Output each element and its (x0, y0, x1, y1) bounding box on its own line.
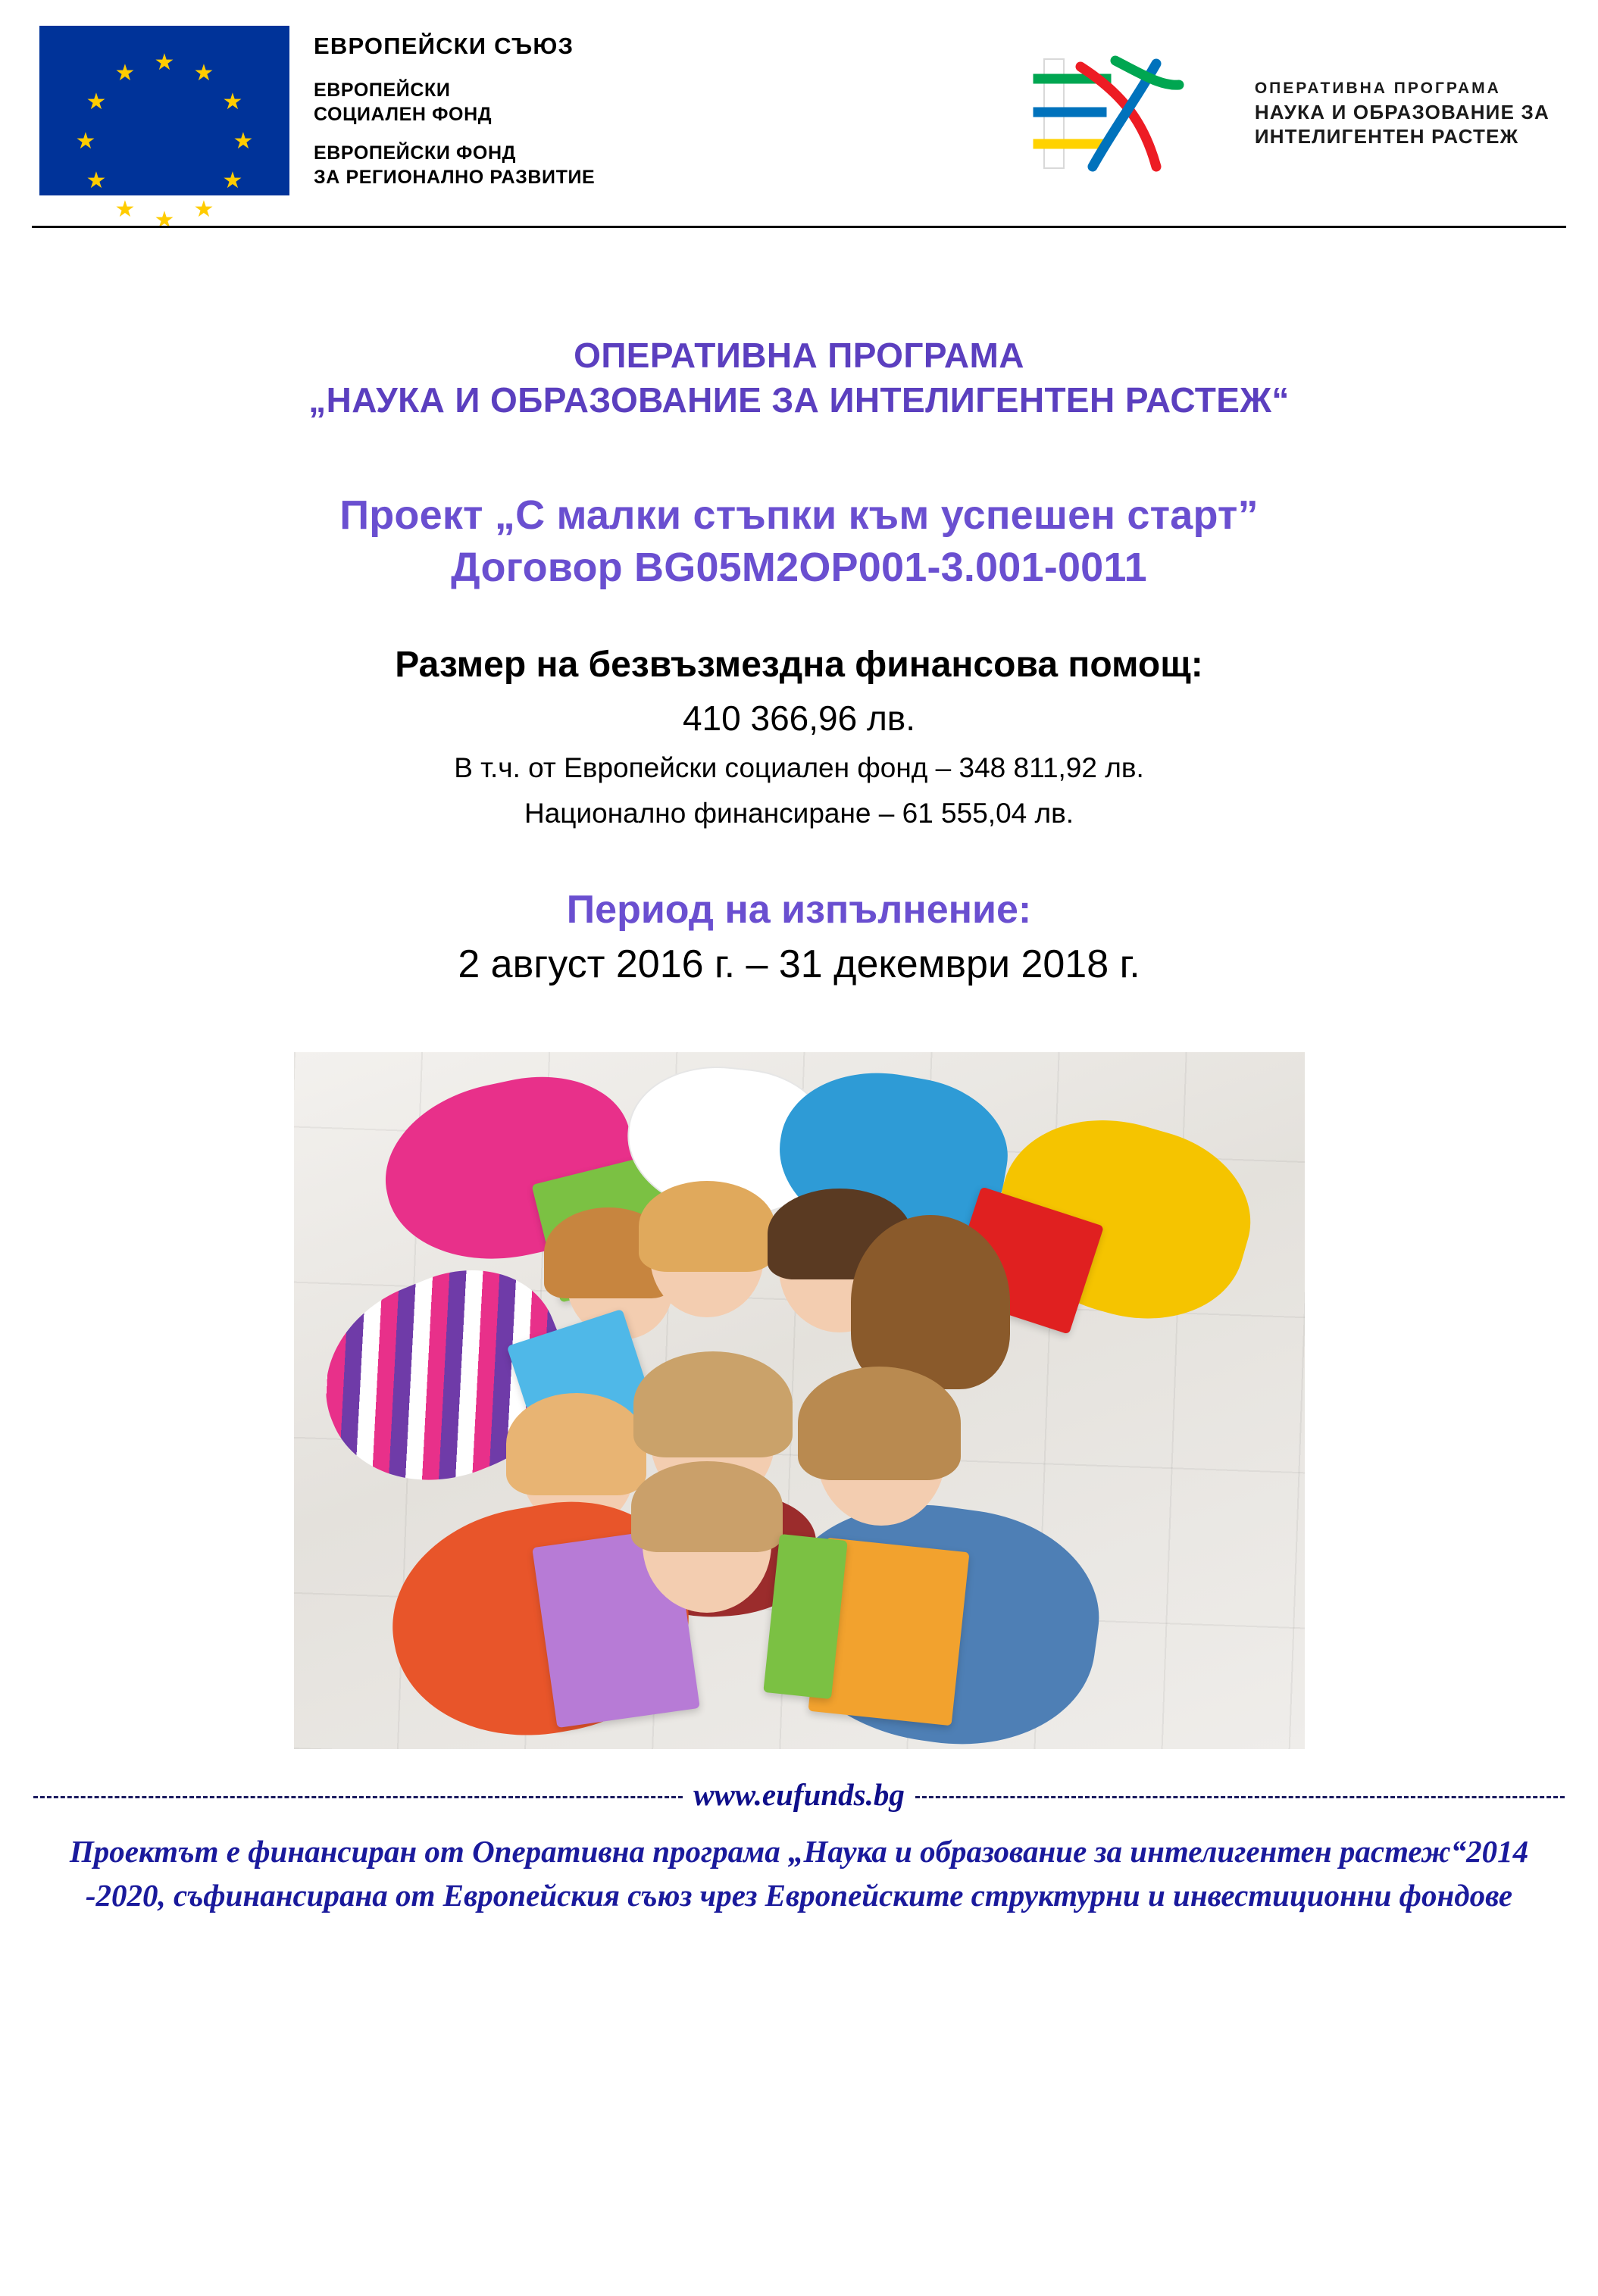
op-logo-line2: НАУКА И ОБРАЗОВАНИЕ ЗА (1254, 100, 1550, 123)
grant-label: Размер на безвъзмездна финансова помощ: (395, 644, 1203, 685)
document-body (0, 227, 1598, 1749)
period-value: 2 август 2016 г. – 31 декември 2018 г. (458, 942, 1140, 986)
grant-amount: 410 366,96 лв. (682, 698, 916, 738)
eu-title: ЕВРОПЕЙСКИ СЪЮЗ (314, 33, 574, 59)
op-logo-text (1255, 78, 1550, 148)
project-title (0, 489, 1598, 594)
eu-esf-label (314, 78, 595, 127)
eu-esf-label-line1: ЕВРОПЕЙСКИ (314, 79, 451, 101)
program-title-line2: „НАУКА И ОБРАЗОВАНИЕ ЗА ИНТЕЛИГЕНТЕН РАСТЕЖ“ (308, 380, 1290, 420)
period-label: Период на изпълнение: (566, 887, 1032, 932)
footer-disclaimer: Проектът е финансиран от Оперативна програма „Наука и образование за интелигентен растеж“2014 -2020, съфинансирана от Европейския съюз чрез Европейските структурни и инвестиционни фондове (69, 1833, 1529, 1913)
project-name: Проект „С малки стъпки към успешен старт” (339, 492, 1259, 538)
footer-dashes-left (33, 1796, 683, 1798)
eufunds-link[interactable]: www.eufunds.bg (693, 1776, 905, 1812)
contract-number: Договор BG05M2OP001-3.001-0011 (451, 544, 1147, 590)
op-logo-line1: ОПЕРАТИВНА ПРОГРАМА (1254, 80, 1501, 98)
eu-emblem-text (314, 26, 595, 204)
op-program-logo-icon (1023, 53, 1235, 174)
program-title-line1: ОПЕРАТИВНА ПРОГРАМА (574, 336, 1024, 375)
footer-dashes-right (915, 1796, 1565, 1798)
op-logo-block (1023, 26, 1550, 174)
program-title (0, 333, 1598, 423)
grant-esf-amount: В т.ч. от Европейски социален фонд – 348 811,92 лв. (454, 751, 1144, 783)
grant-national-amount: Национално финансиране – 61 555,04 лв. (524, 797, 1074, 829)
eu-emblem-block (39, 26, 596, 233)
eu-esf-label-line2: СОЦИАЛЕН ФОНД (314, 104, 493, 126)
eu-erdf-label-line2: ЗА РЕГИОНАЛНО РАЗВИТИЕ (314, 167, 596, 189)
footer-url-row (0, 1776, 1598, 1813)
eu-erdf-label-line1: ЕВРОПЕЙСКИ ФОНД (314, 142, 517, 164)
photo-container (0, 1052, 1598, 1749)
eu-flag-icon: ★ ★ ★ ★ ★ ★ ★ ★ ★ ★ ★ ★ (39, 26, 289, 195)
header-divider (32, 226, 1566, 228)
document-footer (0, 1776, 1598, 1917)
document-header (0, 0, 1598, 233)
children-photo (294, 1052, 1305, 1749)
eu-erdf-label (314, 141, 595, 190)
op-logo-line3: ИНТЕЛИГЕНТЕН РАСТЕЖ (1254, 125, 1519, 148)
